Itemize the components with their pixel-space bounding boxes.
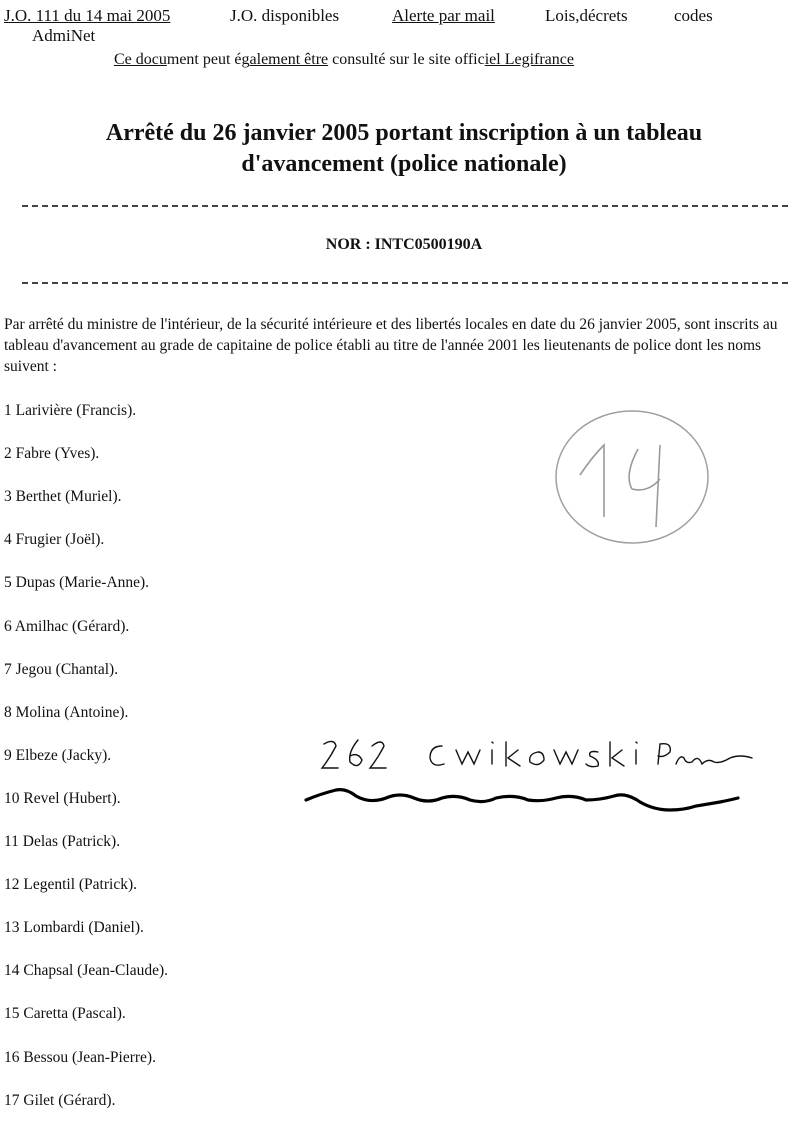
nor-reference: NOR : INTC0500190A [325, 236, 483, 253]
list-item: 15 Caretta (Pascal). [4, 1005, 126, 1023]
list-item: 8 Molina (Antoine). [4, 703, 129, 721]
jo-disponibles-link[interactable]: J.O. disponibles [230, 6, 340, 25]
list-item: 2 Fabre (Yves). [4, 445, 100, 463]
list-item: 5 Dupas (Marie-Anne). [4, 574, 150, 592]
list-item: 10 Revel (Hubert). [4, 789, 121, 807]
lois-decrets-link[interactable]: Lois,décrets [545, 6, 628, 25]
list-item: 11 Delas (Patrick). [4, 833, 121, 850]
list-item: 13 Lombardi (Daniel). [4, 919, 144, 937]
alerte-mail-link[interactable]: Alerte par mail [392, 6, 495, 25]
document-title [0, 118, 808, 180]
handwritten-circle-stamp [552, 405, 712, 555]
divider-top [22, 205, 788, 207]
legifrance-text-1: Ce docu [114, 51, 167, 68]
list-item: 6 Amilhac (Gérard). [4, 617, 130, 635]
legifrance-text-5: iel Legifrance [484, 51, 574, 68]
list-item: 7 Jegou (Chantal). [4, 660, 119, 678]
divider-bottom [22, 282, 788, 284]
adminet-link[interactable]: AdmiNet [32, 26, 96, 45]
list-item: 12 Legentil (Patrick). [4, 876, 137, 894]
handwritten-note [300, 728, 760, 828]
list-item: 3 Berthet (Muriel). [4, 488, 122, 506]
legifrance-text-2: ment peut ég [166, 51, 250, 68]
legifrance-text-4: consulté sur le site offic [328, 51, 485, 68]
legifrance-text-3: alement être [249, 51, 329, 68]
title-line-2: d'avancement (police nationale) [241, 151, 567, 177]
list-item: 4 Frugier (Joël). [4, 531, 105, 549]
list-item: 9 Elbeze (Jacky). [4, 746, 112, 764]
list-item: 1 Larivière (Francis). [4, 402, 137, 419]
title-line-1: Arrêté du 26 janvier 2005 portant inscription à un tableau [105, 120, 703, 146]
list-item: 16 Bessou (Jean-Pierre). [4, 1048, 156, 1066]
legifrance-notice[interactable] [114, 51, 574, 69]
codes-link[interactable]: codes [674, 6, 713, 25]
list-item: 17 Gilet (Gérard). [4, 1091, 116, 1109]
jo-link[interactable]: J.O. 111 du 14 mai 2005 [4, 6, 171, 25]
intro-paragraph: Par arrêté du ministre de l'intérieur, de la sécurité intérieure et des libertés locales en date du 26 janvier 2005, sont inscrits au tableau d'avancement au grade de capitaine de police établi au titre de l'année 2001 les lieutenants de police dont les noms suivent : [4, 316, 778, 375]
list-item: 14 Chapsal (Jean-Claude). [4, 962, 168, 980]
